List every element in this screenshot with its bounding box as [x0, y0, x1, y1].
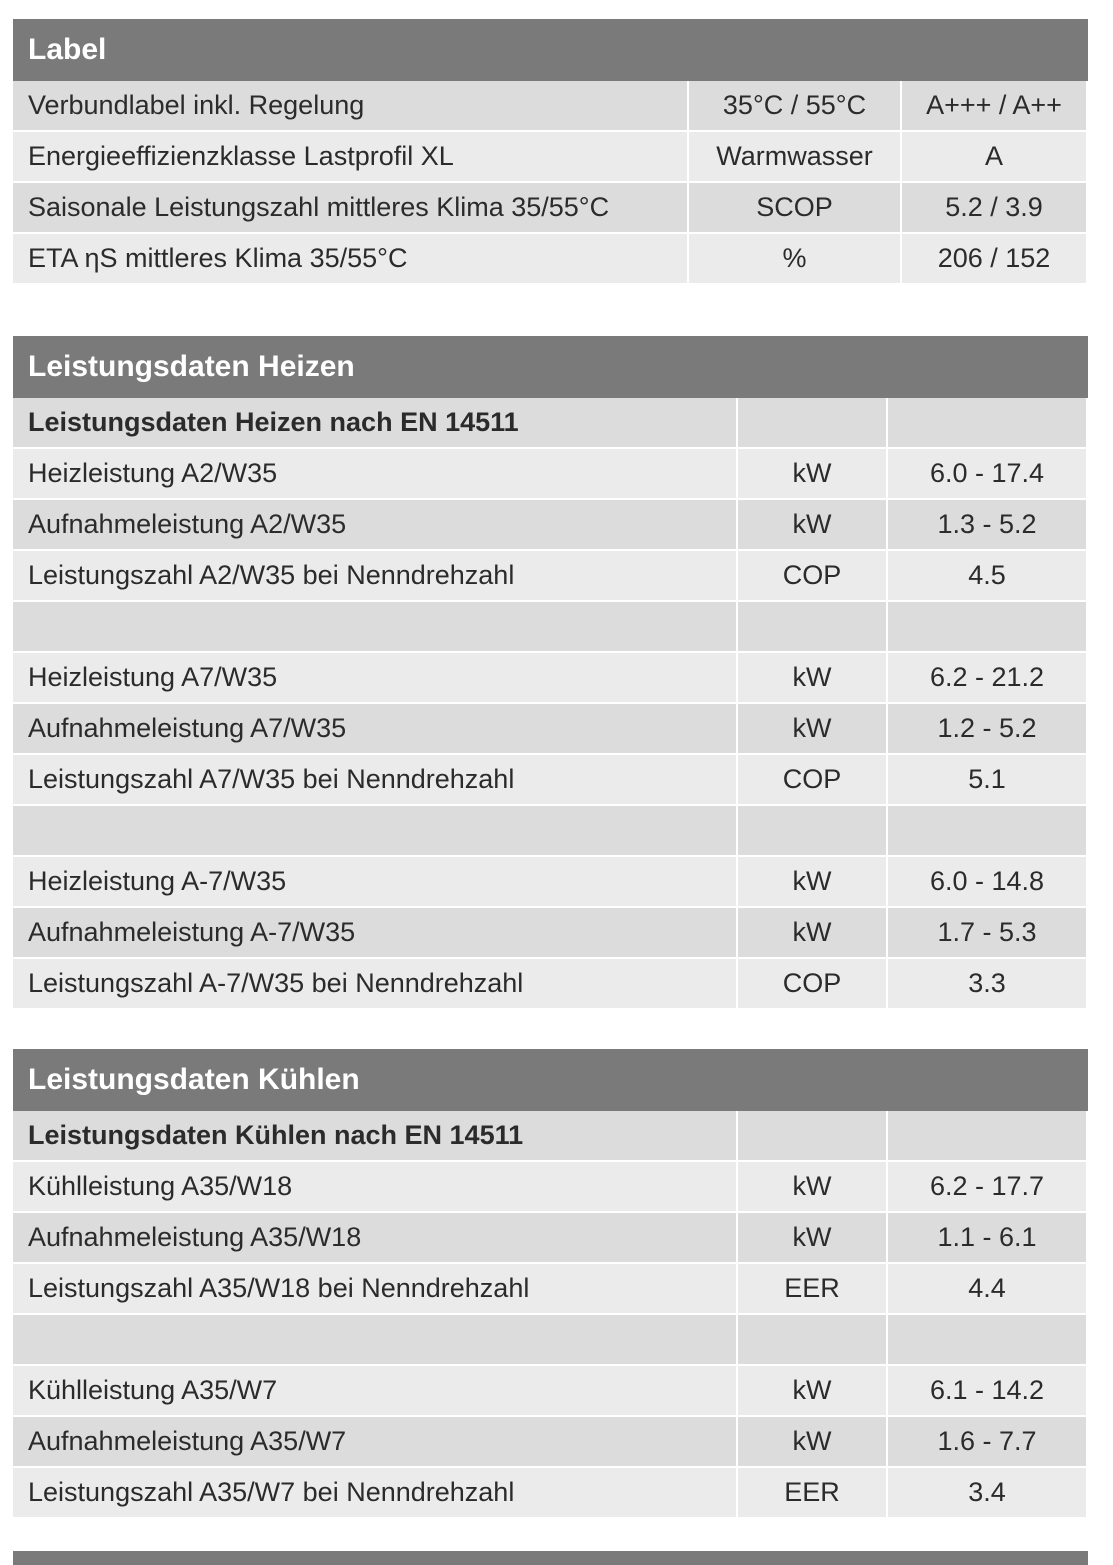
row-name: Heizleistung A2/W35	[13, 448, 737, 499]
row-unit	[737, 805, 887, 856]
row-unit: Warmwasser	[688, 131, 901, 182]
row-unit: kW	[737, 1161, 887, 1212]
row-name: Leistungszahl A35/W7 bei Nenndrehzahl	[13, 1467, 737, 1518]
row-name: Energieeffizienzklasse Lastprofil XL	[13, 131, 688, 182]
table-row	[13, 652, 1086, 703]
table-row	[13, 703, 1086, 754]
row-value	[887, 601, 1086, 652]
row-value	[887, 805, 1086, 856]
row-name: Leistungszahl A2/W35 bei Nenndrehzahl	[13, 550, 737, 601]
next-section-header	[13, 1551, 1088, 1565]
row-unit: kW	[737, 448, 887, 499]
row-name: Heizleistung A-7/W35	[13, 856, 737, 907]
row-name: Leistungszahl A35/W18 bei Nenndrehzahl	[13, 1263, 737, 1314]
table-row	[13, 958, 1086, 1009]
row-name: Aufnahmeleistung A35/W18	[13, 1212, 737, 1263]
row-value: 6.0 - 17.4	[887, 448, 1086, 499]
table-row	[13, 1212, 1086, 1263]
row-unit: kW	[737, 652, 887, 703]
row-name: Aufnahmeleistung A7/W35	[13, 703, 737, 754]
row-unit: kW	[737, 1416, 887, 1467]
row-value: 1.7 - 5.3	[887, 907, 1086, 958]
table-row	[13, 856, 1086, 907]
row-value: 6.0 - 14.8	[887, 856, 1086, 907]
row-unit	[737, 1111, 887, 1161]
row-name: Saisonale Leistungszahl mittleres Klima 35/55°C	[13, 182, 688, 233]
row-unit: kW	[737, 907, 887, 958]
table-spacer-row	[13, 805, 1086, 856]
row-unit: kW	[737, 499, 887, 550]
table-subheader-row	[13, 398, 1086, 448]
row-value: 1.1 - 6.1	[887, 1212, 1086, 1263]
row-name: Leistungsdaten Heizen nach EN 14511	[13, 398, 737, 448]
label-section	[13, 19, 1088, 285]
row-name: Kühlleistung A35/W7	[13, 1365, 737, 1416]
table-spacer-row	[13, 1314, 1086, 1365]
row-unit: EER	[737, 1467, 887, 1518]
row-value: 6.2 - 17.7	[887, 1161, 1086, 1212]
row-value: 1.6 - 7.7	[887, 1416, 1086, 1467]
row-value: 206 / 152	[901, 233, 1086, 284]
table-row	[13, 182, 1086, 233]
table-row	[13, 1161, 1086, 1212]
row-value: 4.4	[887, 1263, 1086, 1314]
row-unit	[737, 601, 887, 652]
row-unit: EER	[737, 1263, 887, 1314]
row-name: Heizleistung A7/W35	[13, 652, 737, 703]
row-value: 3.4	[887, 1467, 1086, 1518]
row-value: 5.1	[887, 754, 1086, 805]
row-name: Aufnahmeleistung A-7/W35	[13, 907, 737, 958]
section-title: Leistungsdaten Heizen	[13, 336, 1088, 398]
row-value	[887, 398, 1086, 448]
cooling-table	[13, 1111, 1086, 1519]
row-value	[887, 1111, 1086, 1161]
label-table	[13, 81, 1086, 285]
row-unit: kW	[737, 1212, 887, 1263]
row-unit: kW	[737, 1365, 887, 1416]
row-value: A+++ / A++	[901, 81, 1086, 131]
row-unit	[737, 1314, 887, 1365]
row-value: 3.3	[887, 958, 1086, 1009]
row-name: Leistungszahl A7/W35 bei Nenndrehzahl	[13, 754, 737, 805]
row-name	[13, 805, 737, 856]
table-row	[13, 1263, 1086, 1314]
row-name: Aufnahmeleistung A35/W7	[13, 1416, 737, 1467]
row-value: 6.2 - 21.2	[887, 652, 1086, 703]
row-name: Leistungszahl A-7/W35 bei Nenndrehzahl	[13, 958, 737, 1009]
row-name	[13, 1314, 737, 1365]
row-name: ETA ηS mittleres Klima 35/55°C	[13, 233, 688, 284]
section-title: Leistungsdaten Kühlen	[13, 1049, 1088, 1111]
table-row	[13, 81, 1086, 131]
table-subheader-row	[13, 1111, 1086, 1161]
row-name: Kühlleistung A35/W18	[13, 1161, 737, 1212]
row-value: 1.2 - 5.2	[887, 703, 1086, 754]
section-title: Label	[13, 19, 1088, 81]
row-unit	[737, 398, 887, 448]
row-unit: kW	[737, 703, 887, 754]
row-value: A	[901, 131, 1086, 182]
row-value: 4.5	[887, 550, 1086, 601]
table-row	[13, 907, 1086, 958]
table-row	[13, 550, 1086, 601]
row-value: 6.1 - 14.2	[887, 1365, 1086, 1416]
row-unit: COP	[737, 550, 887, 601]
table-row	[13, 1467, 1086, 1518]
table-row	[13, 131, 1086, 182]
row-name: Verbundlabel inkl. Regelung	[13, 81, 688, 131]
row-unit: kW	[737, 856, 887, 907]
row-value: 1.3 - 5.2	[887, 499, 1086, 550]
table-row	[13, 1365, 1086, 1416]
cooling-section	[13, 1049, 1088, 1519]
row-unit: %	[688, 233, 901, 284]
table-spacer-row	[13, 601, 1086, 652]
table-row	[13, 754, 1086, 805]
row-unit: 35°C / 55°C	[688, 81, 901, 131]
row-name: Leistungsdaten Kühlen nach EN 14511	[13, 1111, 737, 1161]
heating-section	[13, 336, 1088, 1010]
table-row	[13, 233, 1086, 284]
table-row	[13, 448, 1086, 499]
row-unit: SCOP	[688, 182, 901, 233]
table-row	[13, 1416, 1086, 1467]
row-value	[887, 1314, 1086, 1365]
row-unit: COP	[737, 958, 887, 1009]
heating-table	[13, 398, 1086, 1010]
row-name: Aufnahmeleistung A2/W35	[13, 499, 737, 550]
table-row	[13, 499, 1086, 550]
row-value: 5.2 / 3.9	[901, 182, 1086, 233]
row-name	[13, 601, 737, 652]
row-unit: COP	[737, 754, 887, 805]
